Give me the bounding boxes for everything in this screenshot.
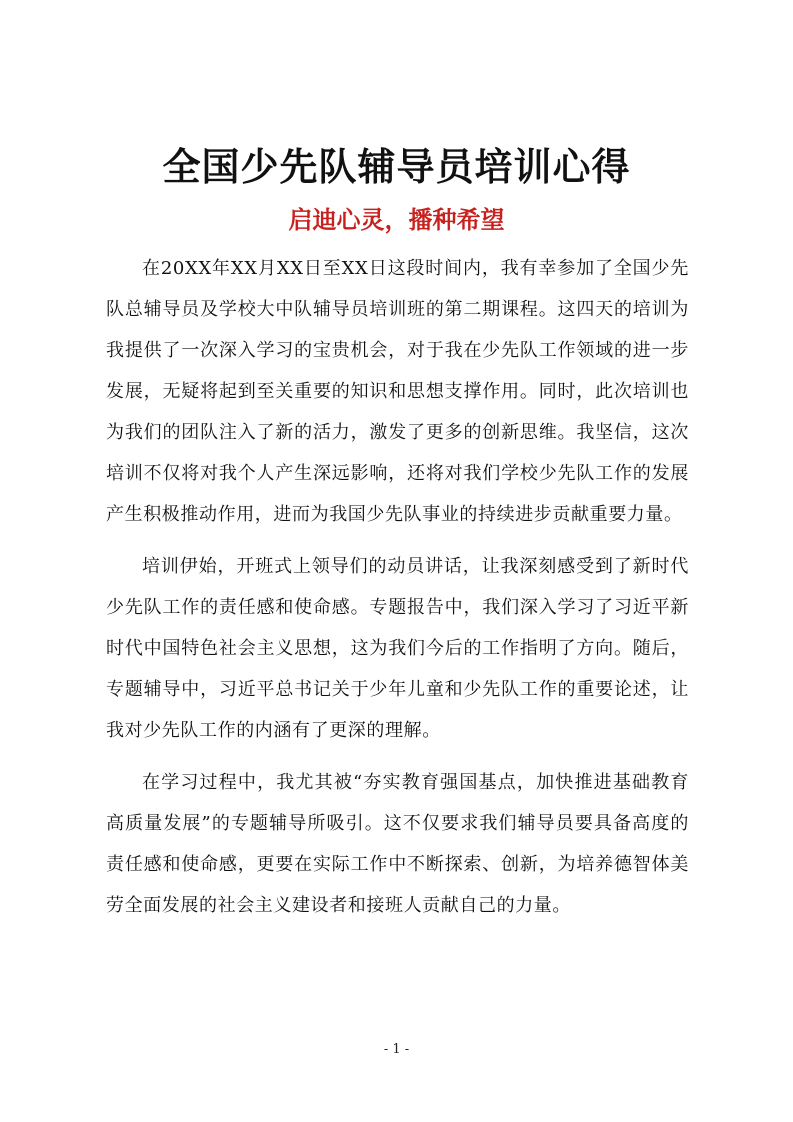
document-body bbox=[106, 248, 689, 937]
document-subtitle: 启迪心灵，播种希望 bbox=[288, 205, 505, 234]
paragraph-2: 培训伊始，开班式上领导们的动员讲话，让我深刻感受到了新时代少先队工作的责任感和使命感。专题报告中，我们深入学习了习近平新时代中国特色社会主义思想，这为我们今后的工作指明了方向。随后，专题辅导中，习近平总书记关于少年儿童和少先队工作的重要论述，让我对少先队工作的内涵有了更深的理解。 bbox=[106, 556, 689, 741]
paragraph-3: 在学习过程中，我尤其被“夯实教育强国基点，加快推进基础教育高质量发展”的专题辅导所吸引。这不仅要求我们辅导员要具备高度的责任感和使命感，更要在实际工作中不断探索、创新，为培养德智体美劳全面发展的社会主义建设者和接班人贡献自己的力量。 bbox=[106, 772, 689, 916]
paragraph-1: 在20XX年XX月XX日至XX日这段时间内，我有幸参加了全国少先队总辅导员及学校大中队辅导员培训班的第二期课程。这四天的培训为我提供了一次深入学习的宝贵机会，对于我在少先队工作领域的进一步发展，无疑将起到至关重要的知识和思想支撑作用。同时，此次培训也为我们的团队注入了新的活力，激发了更多的创新思维。我坚信，这次培训不仅将对我个人产生深远影响，还将对我们学校少先队工作的发展产生积极推动作用，进而为我国少先队事业的持续进步贡献重要力量。 bbox=[106, 258, 689, 525]
page-number: - 1 - bbox=[383, 1042, 410, 1057]
document-title: 全国少先队辅导员培训心得 bbox=[162, 145, 631, 189]
